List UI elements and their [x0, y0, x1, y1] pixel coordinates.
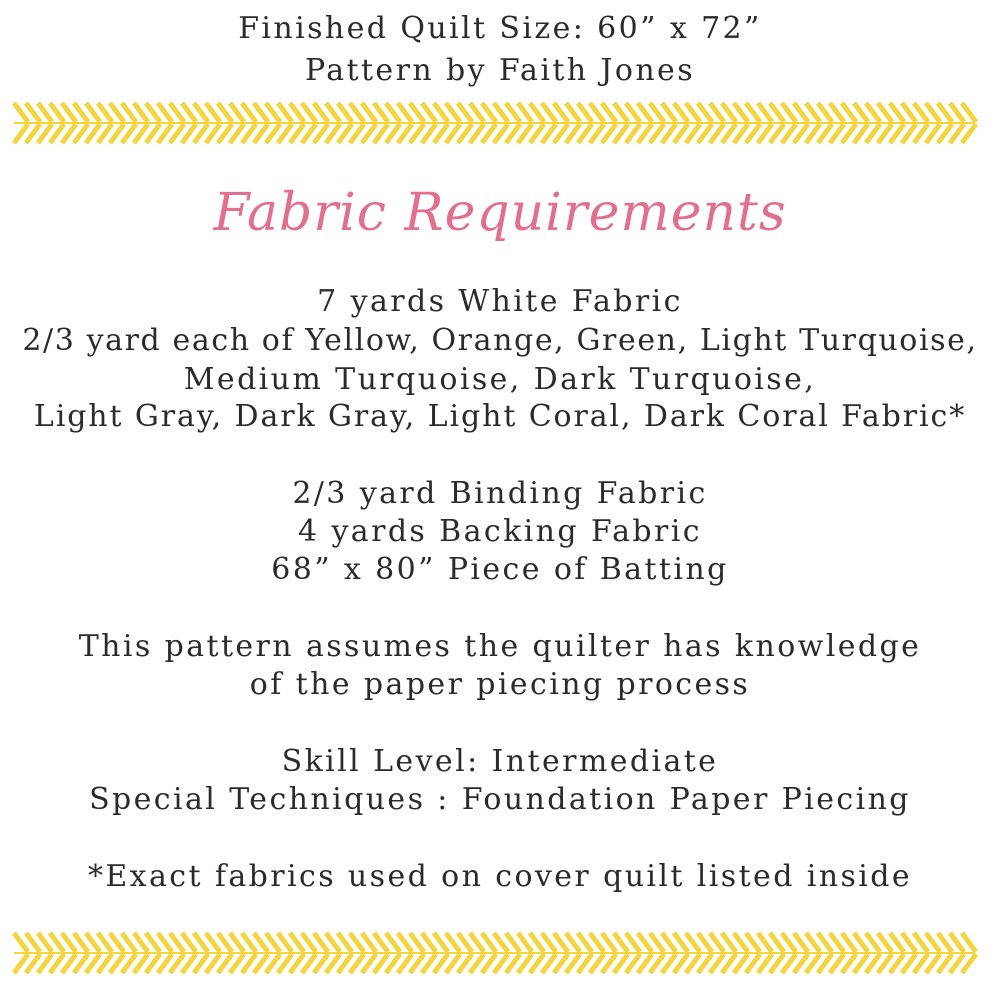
fabric-line-colors-3: Light Gray, Dark Gray, Light Coral, Dark Coral Fabric* [33, 399, 967, 434]
fabric-line-colors-2: Medium Turquoise, Dark Turquoise, [183, 362, 817, 397]
skill-level: Skill Level: Intermediate [281, 744, 719, 779]
backing-fabric: 4 yards Backing Fabric [298, 514, 702, 549]
pattern-designer: Pattern by Faith Jones [304, 53, 695, 88]
fabric-line-colors-1: 2/3 yard each of Yellow, Orange, Green, Light Turquoise, [22, 323, 978, 358]
knowledge-note-line-2: of the paper piecing process [249, 667, 751, 702]
binding-fabric: 2/3 yard Binding Fabric [292, 476, 708, 511]
special-techniques: Special Techniques : Foundation Paper Piecing [89, 782, 911, 817]
fabric-line-white: 7 yards White Fabric [317, 284, 683, 319]
knowledge-note-line-1: This pattern assumes the quilter has knowledge [78, 629, 922, 664]
bottom-herringbone-divider [0, 928, 1000, 978]
batting: 68” x 80” Piece of Batting [271, 552, 729, 587]
quilt-size: Finished Quilt Size: 60” x 72” [238, 11, 762, 46]
top-herringbone-divider [0, 98, 1000, 148]
section-title: Fabric Requirements [213, 183, 787, 243]
footnote: *Exact fabrics used on cover quilt listed inside [87, 859, 913, 894]
